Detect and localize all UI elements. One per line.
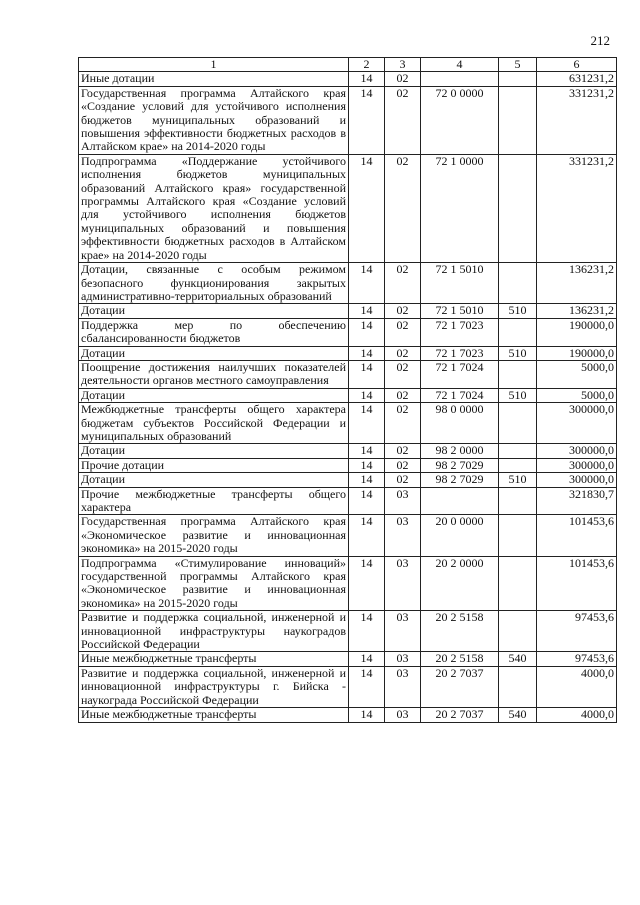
row-section-cell: 14 — [349, 318, 385, 346]
row-expense-type-cell — [499, 611, 537, 652]
row-amount-cell: 4000,0 — [537, 666, 617, 707]
table-row — [79, 318, 617, 346]
row-code-cell: 98 2 7029 — [421, 458, 499, 472]
row-subsection-cell: 02 — [385, 388, 421, 402]
row-amount-cell: 300000,0 — [537, 403, 617, 444]
row-amount-cell: 136231,2 — [537, 304, 617, 318]
row-name-cell: Дотации — [79, 473, 349, 487]
row-section-cell: 14 — [349, 556, 385, 611]
row-code-cell: 20 2 7037 — [421, 666, 499, 707]
row-expense-type-cell — [499, 458, 537, 472]
row-subsection-cell: 03 — [385, 515, 421, 556]
row-expense-type-cell: 510 — [499, 304, 537, 318]
row-amount-cell: 136231,2 — [537, 263, 617, 304]
column-header: 2 — [349, 58, 385, 72]
column-header: 4 — [421, 58, 499, 72]
row-name-cell: Прочие межбюджетные трансферты общего характера — [79, 487, 349, 515]
table-row — [79, 515, 617, 556]
row-expense-type-cell: 510 — [499, 346, 537, 360]
row-subsection-cell: 03 — [385, 652, 421, 666]
column-header: 1 — [79, 58, 349, 72]
row-section-cell: 14 — [349, 86, 385, 154]
row-expense-type-cell — [499, 72, 537, 86]
row-section-cell: 14 — [349, 304, 385, 318]
row-expense-type-cell — [499, 360, 537, 388]
table-row — [79, 403, 617, 444]
row-code-cell: 72 1 7023 — [421, 346, 499, 360]
row-name-cell: Развитие и поддержка социальной, инженерной и инновационной инфраструктуры г. Бийска - наукограда Российской Федерации — [79, 666, 349, 707]
row-subsection-cell: 02 — [385, 318, 421, 346]
row-section-cell: 14 — [349, 154, 385, 262]
table-row — [79, 72, 617, 86]
row-section-cell: 14 — [349, 611, 385, 652]
table-row — [79, 86, 617, 154]
row-expense-type-cell: 540 — [499, 708, 537, 722]
row-code-cell: 72 1 7023 — [421, 318, 499, 346]
row-section-cell: 14 — [349, 346, 385, 360]
row-name-cell: Дотации — [79, 388, 349, 402]
row-name-cell: Подпрограмма «Стимулирование инноваций» государственной программы Алтайского края «Экономическое развитие и инновационная экономика» на 2015-2020 годы — [79, 556, 349, 611]
row-expense-type-cell — [499, 403, 537, 444]
row-name-cell: Поощрение достижения наилучших показателей деятельности органов местного самоуправления — [79, 360, 349, 388]
table-row — [79, 388, 617, 402]
row-name-cell: Государственная программа Алтайского края «Экономическое развитие и инновационная экономика» на 2015-2020 годы — [79, 515, 349, 556]
row-code-cell: 20 2 0000 — [421, 556, 499, 611]
row-subsection-cell: 03 — [385, 708, 421, 722]
row-subsection-cell: 02 — [385, 458, 421, 472]
row-code-cell: 72 1 7024 — [421, 360, 499, 388]
table-row — [79, 304, 617, 318]
row-expense-type-cell — [499, 487, 537, 515]
row-subsection-cell: 03 — [385, 556, 421, 611]
row-expense-type-cell — [499, 515, 537, 556]
row-code-cell: 98 2 0000 — [421, 444, 499, 458]
row-section-cell: 14 — [349, 666, 385, 707]
row-name-cell: Дотации — [79, 346, 349, 360]
row-name-cell: Дотации, связанные с особым режимом безопасного функционирования закрытых административно-территориальных образований — [79, 263, 349, 304]
row-section-cell: 14 — [349, 263, 385, 304]
row-section-cell: 14 — [349, 458, 385, 472]
row-section-cell: 14 — [349, 473, 385, 487]
row-amount-cell: 331231,2 — [537, 86, 617, 154]
row-name-cell: Развитие и поддержка социальной, инженерной и инновационной инфраструктуры наукоградов Российской Федерации — [79, 611, 349, 652]
row-amount-cell: 321830,7 — [537, 487, 617, 515]
row-name-cell: Государственная программа Алтайского края «Создание условий для устойчивого исполнения бюджетов муниципальных образований и повышения эффективности бюджетных расходов в Алтайском крае» на 2014-2020 годы — [79, 86, 349, 154]
row-subsection-cell: 02 — [385, 346, 421, 360]
row-subsection-cell: 02 — [385, 473, 421, 487]
column-header: 3 — [385, 58, 421, 72]
column-header: 6 — [537, 58, 617, 72]
row-code-cell: 72 1 5010 — [421, 304, 499, 318]
row-name-cell: Межбюджетные трансферты общего характера бюджетам субъектов Российской Федерации и муниципальных образований — [79, 403, 349, 444]
row-code-cell: 72 1 5010 — [421, 263, 499, 304]
row-expense-type-cell: 540 — [499, 652, 537, 666]
table-row — [79, 611, 617, 652]
row-amount-cell: 190000,0 — [537, 346, 617, 360]
row-amount-cell: 101453,6 — [537, 515, 617, 556]
row-amount-cell: 300000,0 — [537, 473, 617, 487]
table-row — [79, 708, 617, 722]
table-row — [79, 360, 617, 388]
row-section-cell: 14 — [349, 652, 385, 666]
table-row — [79, 154, 617, 262]
row-expense-type-cell — [499, 318, 537, 346]
table-row — [79, 444, 617, 458]
row-amount-cell: 4000,0 — [537, 708, 617, 722]
row-name-cell: Дотации — [79, 444, 349, 458]
row-subsection-cell: 02 — [385, 360, 421, 388]
row-code-cell: 20 2 5158 — [421, 652, 499, 666]
row-expense-type-cell — [499, 666, 537, 707]
row-section-cell: 14 — [349, 708, 385, 722]
budget-table — [78, 57, 617, 723]
row-expense-type-cell — [499, 86, 537, 154]
row-amount-cell: 97453,6 — [537, 652, 617, 666]
row-subsection-cell: 03 — [385, 611, 421, 652]
table-row — [79, 473, 617, 487]
row-subsection-cell: 02 — [385, 263, 421, 304]
row-expense-type-cell: 510 — [499, 473, 537, 487]
row-subsection-cell: 03 — [385, 666, 421, 707]
row-name-cell: Иные межбюджетные трансферты — [79, 652, 349, 666]
row-code-cell: 20 2 7037 — [421, 708, 499, 722]
budget-table-body — [79, 58, 617, 723]
table-row — [79, 346, 617, 360]
table-row — [79, 487, 617, 515]
table-row — [79, 556, 617, 611]
row-section-cell: 14 — [349, 72, 385, 86]
column-header: 5 — [499, 58, 537, 72]
row-amount-cell: 5000,0 — [537, 388, 617, 402]
row-section-cell: 14 — [349, 403, 385, 444]
row-expense-type-cell — [499, 263, 537, 304]
row-name-cell: Прочие дотации — [79, 458, 349, 472]
row-amount-cell: 101453,6 — [537, 556, 617, 611]
row-amount-cell: 300000,0 — [537, 444, 617, 458]
row-name-cell: Иные межбюджетные трансферты — [79, 708, 349, 722]
page-number: 212 — [590, 33, 610, 48]
row-section-cell: 14 — [349, 444, 385, 458]
row-subsection-cell: 02 — [385, 444, 421, 458]
row-code-cell: 72 0 0000 — [421, 86, 499, 154]
row-code-cell: 98 2 7029 — [421, 473, 499, 487]
row-code-cell: 72 1 7024 — [421, 388, 499, 402]
row-subsection-cell: 03 — [385, 487, 421, 515]
row-code-cell: 98 0 0000 — [421, 403, 499, 444]
row-subsection-cell: 02 — [385, 403, 421, 444]
table-row — [79, 666, 617, 707]
row-section-cell: 14 — [349, 515, 385, 556]
row-name-cell: Дотации — [79, 304, 349, 318]
table-header-row — [79, 58, 617, 72]
row-expense-type-cell — [499, 444, 537, 458]
row-code-cell: 20 2 5158 — [421, 611, 499, 652]
row-section-cell: 14 — [349, 388, 385, 402]
table-row — [79, 652, 617, 666]
row-code-cell: 20 0 0000 — [421, 515, 499, 556]
row-name-cell: Подпрограмма «Поддержание устойчивого исполнения бюджетов муниципальных образований Алтайского края» государственной программы Алтайского края «Создание условий для устойчивого исполнения бюджетов муниципальных образований и повышения эффективности бюджетных расходов в Алтайском крае» на 2014-2020 годы — [79, 154, 349, 262]
row-name-cell: Поддержка мер по обеспечению сбалансированности бюджетов — [79, 318, 349, 346]
row-section-cell: 14 — [349, 487, 385, 515]
row-code-cell — [421, 72, 499, 86]
row-amount-cell: 97453,6 — [537, 611, 617, 652]
row-subsection-cell: 02 — [385, 86, 421, 154]
row-code-cell: 72 1 0000 — [421, 154, 499, 262]
row-subsection-cell: 02 — [385, 154, 421, 262]
row-expense-type-cell — [499, 154, 537, 262]
row-amount-cell: 5000,0 — [537, 360, 617, 388]
row-amount-cell: 190000,0 — [537, 318, 617, 346]
row-amount-cell: 300000,0 — [537, 458, 617, 472]
row-subsection-cell: 02 — [385, 304, 421, 318]
table-row — [79, 458, 617, 472]
row-code-cell — [421, 487, 499, 515]
row-amount-cell: 631231,2 — [537, 72, 617, 86]
row-subsection-cell: 02 — [385, 72, 421, 86]
row-expense-type-cell — [499, 556, 537, 611]
row-amount-cell: 331231,2 — [537, 154, 617, 262]
row-name-cell: Иные дотации — [79, 72, 349, 86]
table-row — [79, 263, 617, 304]
row-section-cell: 14 — [349, 360, 385, 388]
row-expense-type-cell: 510 — [499, 388, 537, 402]
